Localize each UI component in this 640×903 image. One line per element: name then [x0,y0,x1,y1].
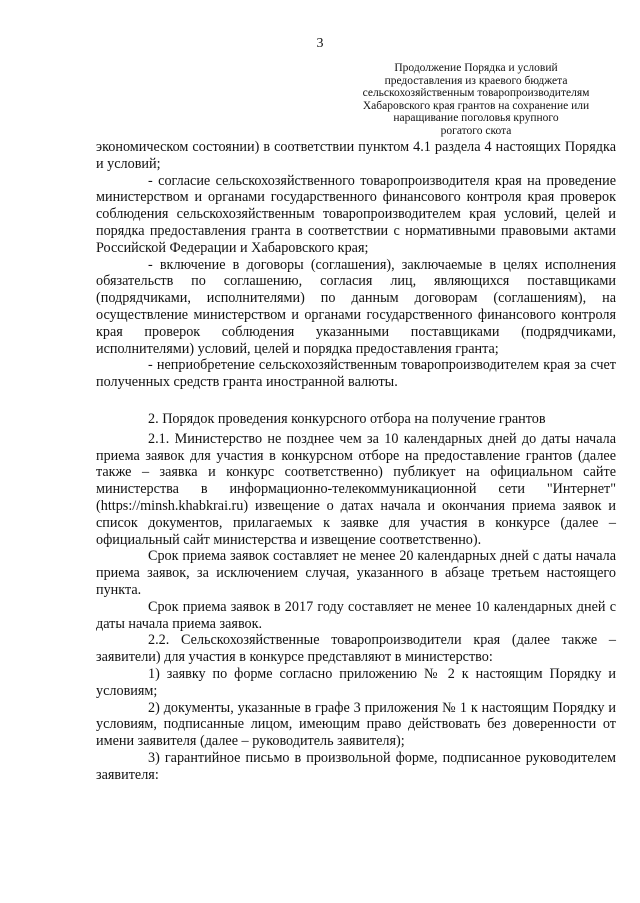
paragraph: 2) документы, указанные в графе 3 приложения № 1 к настоящим Порядку и условиям, подписанные лицом, имеющим право действовать без доверенности от имени заявителя (далее – руководитель заявителя); [96,699,616,750]
paragraph: 2.1. Министерство не позднее чем за 10 календарных дней до даты начала приема заявок для участия в конкурсном отборе на предоставление грантов (далее также – заявка и конкурс соответственно) публикует на официальном сайте министерства в информационно-телекоммуникационной сети "Интернет" (https://minsh.khabkrai.ru) извещение о датах начала и окончания приема заявок и список документов, прилагаемых к заявке для участия в конкурсе (далее – официальный сайт министерства и извещение соответственно). [96,430,616,548]
page-number: 3 [316,36,324,51]
paragraph: - включение в договоры (соглашения), заключаемые в целях исполнения обязательств по соглашению, согласия лиц, являющихся поставщиками (подрядчиками, исполнителями) по данным договорам (соглашениям), на осуществление министерством и органами государственного финансового контроля края проверок соблюдения указанными поставщиками (подрядчиками, исполнителями) условий, целей и порядка предоставления гранта; [96,256,616,357]
header-line: Хабаровского края грантов на сохранение или [362,99,590,112]
header-line: Продолжение Порядка и условий [394,62,558,74]
paragraph: Срок приема заявок в 2017 году составляет не менее 10 календарных дней с даты начала приема заявок. [96,598,616,632]
header-line: сельскохозяйственным товаропроизводителям [362,87,590,100]
header-line: наращивание поголовья крупного [393,112,559,125]
header-line: рогатого скота [440,124,512,137]
header-line: предоставления из краевого бюджета [384,74,568,87]
document-header [340,62,612,138]
paragraph: - неприобретение сельскохозяйственным товаропроизводителем края за счет полученных средств гранта иностранной валюты. [96,357,616,391]
paragraph: 1) заявку по форме согласно приложению № 2 к настоящим Порядку и условиям; [96,665,616,699]
paragraph: 3) гарантийное письмо в произвольной форме, подписанное руководителем заявителя: [96,749,616,783]
paragraph: Срок приема заявок составляет не менее 20 календарных дней с даты начала приема заявок, за исключением случая, указанного в абзаце третьем настоящего пункта. [96,548,616,598]
paragraph: - согласие сельскохозяйственного товаропроизводителя края на проведение министерством и органами государственного финансового контроля края проверок соблюдения сельскохозяйственным товаропроизводителем края условий, целей и порядка предоставления гранта в соответствии с нормативными правовыми актами Российской Федерации и Хабаровского края; [96,172,616,256]
section-heading: 2. Порядок проведения конкурсного отбора на получение грантов [148,410,546,427]
paragraph: экономическом состоянии) в соответствии пунктом 4.1 раздела 4 настоящих Порядка и условий; [96,139,616,172]
paragraph: 2.2. Сельскохозяйственные товаропроизводители края (далее также – заявители) для участия в конкурсе представляют в министерство: [96,632,616,666]
document-body [96,139,616,783]
